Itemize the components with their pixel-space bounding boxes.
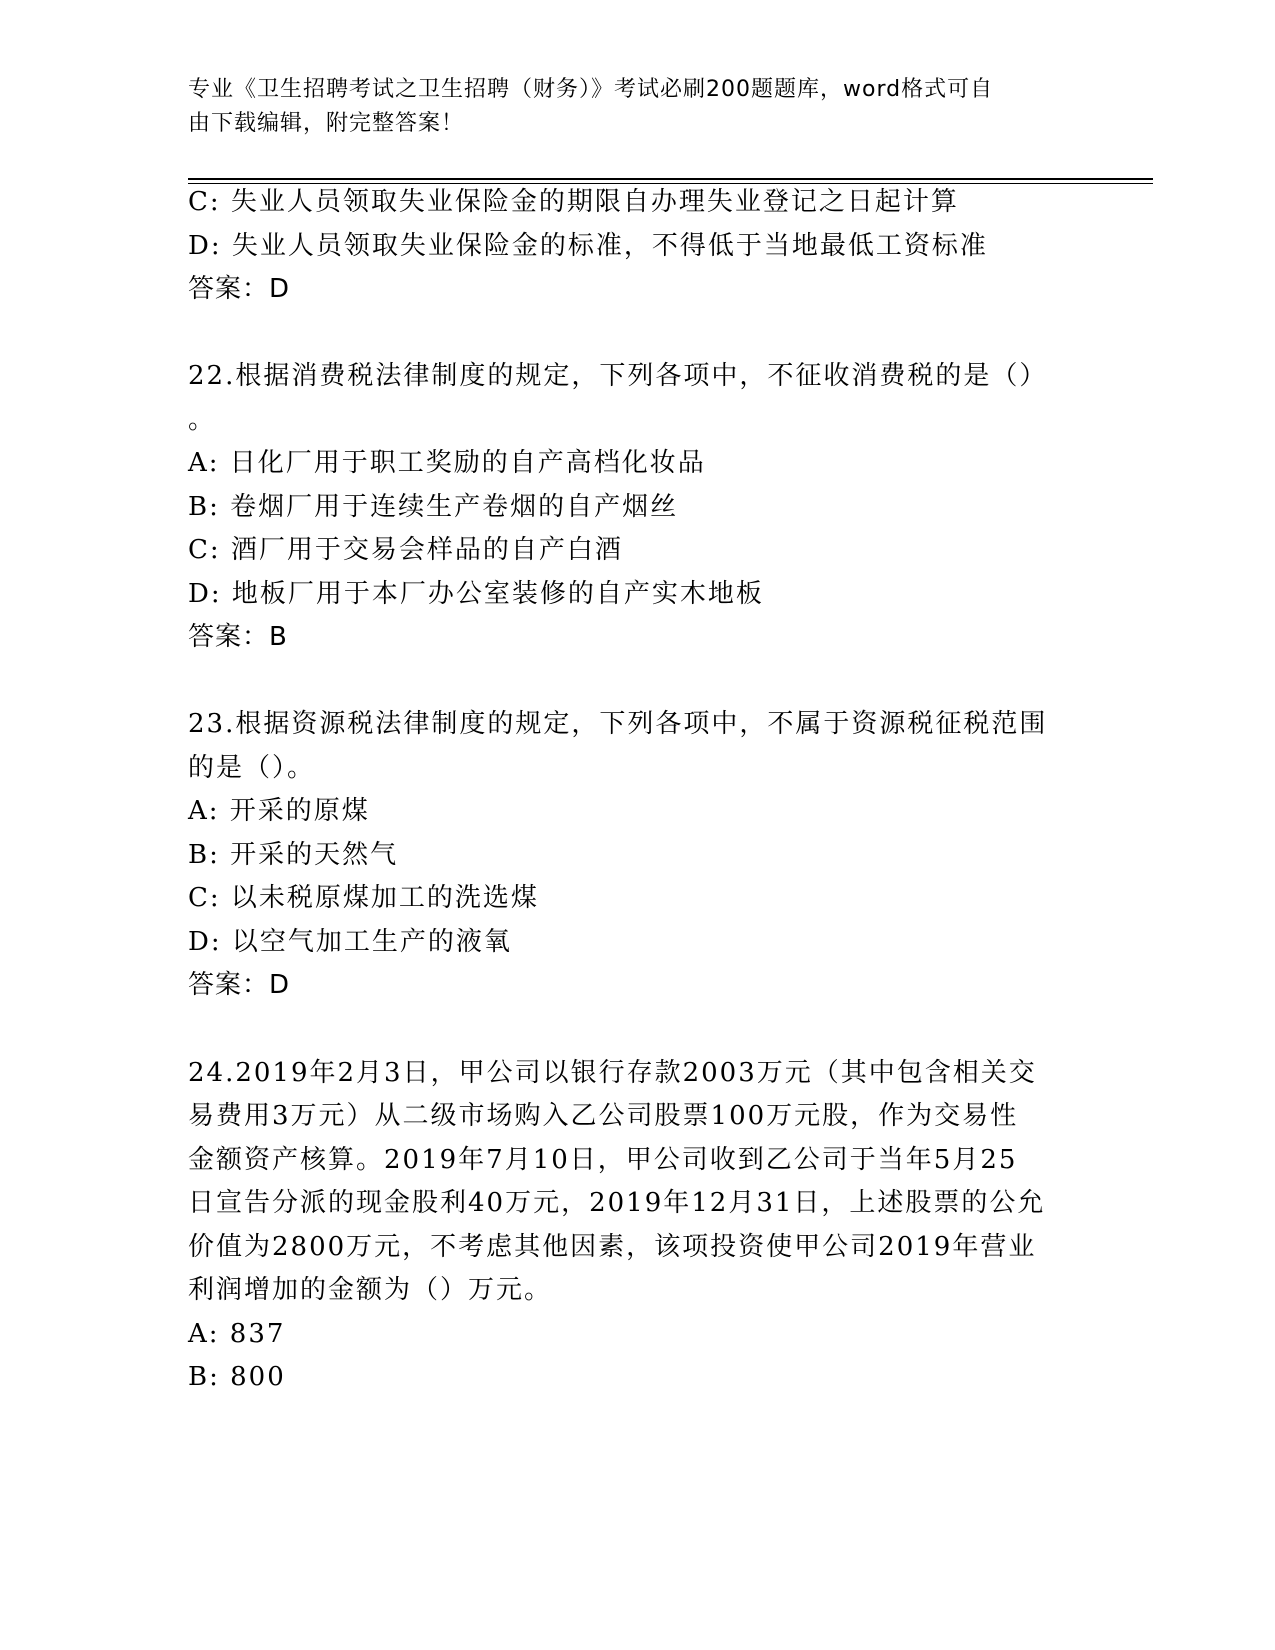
q23-answer: 答案：D (188, 970, 291, 1000)
q23-stem-line-2: 的是（）。 (188, 753, 316, 783)
q22-option-d: D: 地板厂用于本厂办公室装修的自产实木地板 (188, 579, 764, 609)
q22-stem-line-2: 。 (188, 405, 217, 435)
header-line-1: 专业《卫生招聘考试之卫生招聘（财务）》考试必刷200题题库，word格式可自 (188, 77, 994, 102)
q21-option-d: D: 失业人员领取失业保险金的标准，不得低于当地最低工资标准 (188, 231, 988, 261)
q23-option-d: D: 以空气加工生产的液氧 (188, 927, 512, 957)
q24-stem-line-2: 易费用3万元）从二级市场购入乙公司股票100万元股，作为交易性 (188, 1101, 1019, 1131)
q24-stem-line-5: 价值为2800万元，不考虑其他因素，该项投资使甲公司2019年营业 (188, 1232, 1037, 1262)
q22-option-b: B: 卷烟厂用于连续生产卷烟的自产烟丝 (188, 492, 679, 522)
q21-option-c: C: 失业人员领取失业保险金的期限自办理失业登记之日起计算 (188, 187, 959, 217)
q22-option-c: C: 酒厂用于交易会样品的自产白酒 (188, 535, 623, 565)
document-header (188, 73, 1068, 141)
q23-option-b: B: 开采的天然气 (188, 840, 399, 870)
q22-stem-line-1: 22.根据消费税法律制度的规定，下列各项中，不征收消费税的是（） (188, 361, 1048, 391)
q24-stem-line-1: 24.2019年2月3日，甲公司以银行存款2003万元（其中包含相关交 (188, 1058, 1037, 1088)
q24-stem-line-3: 金额资产核算。2019年7月10日，甲公司收到乙公司于当年5月25 (188, 1145, 1018, 1175)
q24-stem-line-6: 利润增加的金额为（）万元。 (188, 1275, 553, 1305)
q22-option-a: A: 日化厂用于职工奖励的自产高档化妆品 (188, 448, 706, 478)
q23-option-c: C: 以未税原煤加工的洗选煤 (188, 883, 539, 913)
q23-stem-line-1: 23.根据资源税法律制度的规定，下列各项中，不属于资源税征税范围 (188, 709, 1048, 739)
q22-answer: 答案：B (188, 622, 288, 652)
header-line-2: 由下载编辑，附完整答案！ (188, 111, 465, 136)
q24-option-b: B: 800 (188, 1362, 286, 1392)
q24-option-a: A: 837 (188, 1319, 286, 1349)
q23-option-a: A: 开采的原煤 (188, 796, 370, 826)
header-divider-thin (188, 183, 1153, 184)
q21-answer: 答案：D (188, 274, 291, 304)
q24-stem-line-4: 日宣告分派的现金股利40万元，2019年12月31日，上述股票的公允 (188, 1188, 1046, 1218)
header-divider (188, 178, 1153, 180)
